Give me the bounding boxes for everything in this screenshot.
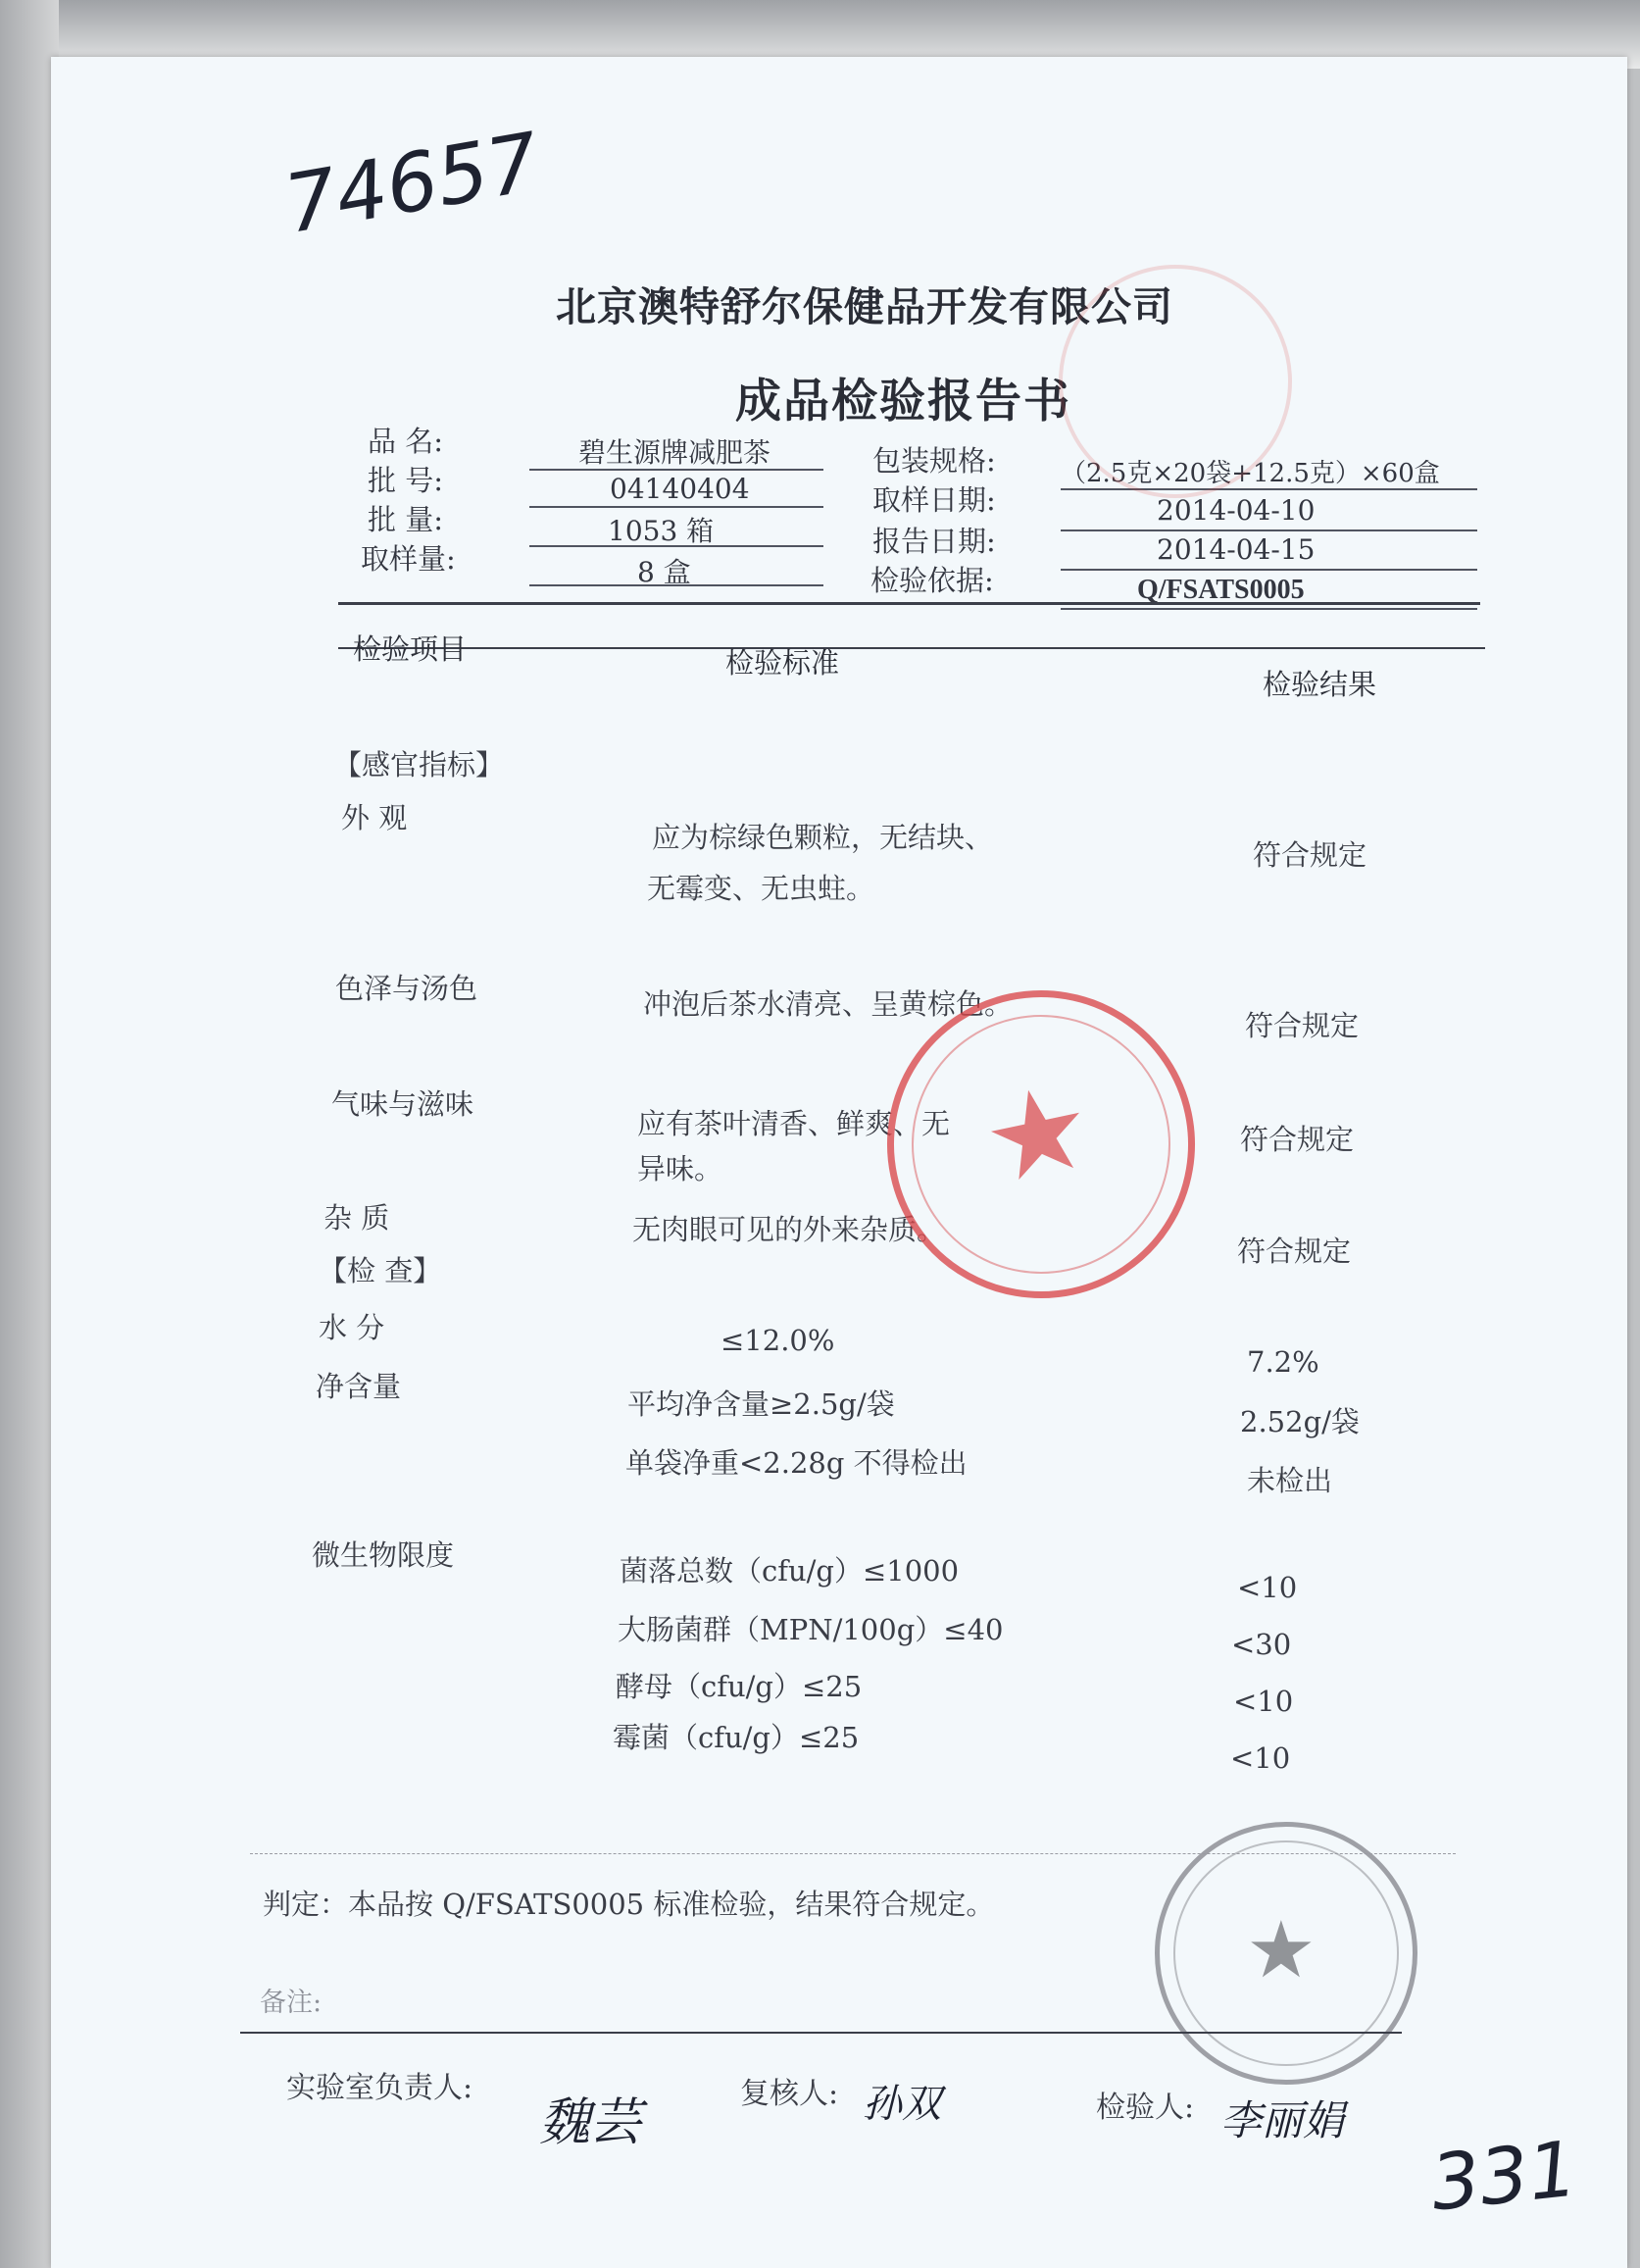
basis-value: Q/FSATS0005: [1137, 575, 1305, 605]
underline: [529, 469, 823, 471]
inspector-signature: 李丽娟: [1220, 2096, 1345, 2144]
moisture-result: 7.2%: [1247, 1345, 1319, 1379]
impurity-result: 符合规定: [1237, 1235, 1352, 1268]
lab-head-signature: 魏芸: [539, 2093, 642, 2152]
appearance-standard-1: 应为棕绿色颗粒，无结块、: [652, 821, 994, 854]
inspector-label: 检验人:: [1096, 2091, 1195, 2125]
microbe-result-1: <10: [1237, 1571, 1298, 1604]
product-name-value: 碧生源牌减肥茶: [578, 436, 771, 469]
appearance-label: 外 观: [341, 801, 408, 834]
gray-quality-seal: ★: [1155, 1822, 1417, 2085]
scan-background-left: [0, 0, 59, 2268]
lab-head-label: 实验室负责人:: [286, 2071, 473, 2105]
underline: [529, 584, 823, 586]
conclusion-text: 判定：本品按 Q/FSATS0005 标准检验，结果符合规定。: [263, 1888, 995, 1921]
package-value: （2.5克×20袋+12.5克）×60盒: [1061, 459, 1440, 488]
sample-date-value: 2014-04-10: [1157, 494, 1316, 527]
color-result: 符合规定: [1245, 1009, 1360, 1042]
microbe-standard-3: 酵母（cfu/g）≤25: [616, 1670, 863, 1703]
section-sensory: 【感官指标】: [333, 748, 505, 781]
microbe-result-4: <10: [1230, 1741, 1291, 1775]
smell-result: 符合规定: [1240, 1123, 1355, 1156]
signature-top-rule: [240, 2032, 1402, 2034]
microbe-standard-1: 菌落总数（cfu/g）≤1000: [620, 1554, 960, 1588]
net-content-result-2: 未检出: [1247, 1464, 1333, 1497]
header-item: 检验项目: [353, 632, 468, 666]
net-content-standard-2: 单袋净重<2.28g 不得检出: [625, 1446, 968, 1480]
underline: [1061, 569, 1477, 571]
smell-label: 气味与滋味: [331, 1087, 474, 1121]
batch-qty-value: 1053 箱: [608, 515, 715, 547]
batch-no-label: 批 号:: [368, 464, 443, 497]
underline: [529, 506, 823, 508]
basis-label: 检验依据:: [870, 564, 994, 597]
net-content-standard-1: 平均净含量≥2.5g/袋: [627, 1387, 895, 1421]
faint-red-seal: [1059, 265, 1292, 498]
microbe-result-2: <30: [1231, 1628, 1292, 1661]
sample-date-label: 取样日期:: [872, 483, 996, 517]
color-standard: 冲泡后茶水清亮、呈黄棕色。: [643, 987, 1014, 1021]
underline: [1061, 608, 1477, 610]
net-content-result-1: 2.52g/袋: [1240, 1405, 1360, 1438]
handwritten-number: 74657: [277, 116, 547, 252]
appearance-standard-2: 无霉变、无虫蛀。: [647, 872, 875, 905]
header-bottom-rule: [338, 647, 1485, 649]
underline: [1061, 488, 1477, 490]
company-name: 北京澳特舒尔保健品开发有限公司: [556, 283, 1173, 330]
impurity-label: 杂 质: [323, 1201, 390, 1235]
impurity-standard: 无肉眼可见的外来杂质。: [632, 1213, 946, 1246]
header-standard: 检验标准: [725, 646, 840, 680]
conclusion-top-rule: [250, 1853, 1456, 1854]
color-label: 色泽与汤色: [335, 972, 478, 1005]
reviewer-label: 复核人:: [740, 2077, 839, 2111]
section-check: 【检 查】: [319, 1254, 442, 1287]
batch-qty-label: 批 量:: [368, 503, 443, 536]
microbe-standard-4: 霉菌（cfu/g）≤25: [613, 1721, 860, 1754]
sample-qty-label: 取样量:: [361, 542, 456, 576]
underline: [1061, 529, 1477, 531]
appearance-result: 符合规定: [1253, 838, 1367, 872]
microbe-result-3: <10: [1233, 1685, 1294, 1718]
report-title: 成品检验报告书: [735, 375, 1071, 428]
red-company-seal: ★: [859, 962, 1223, 1327]
microbe-standard-2: 大肠菌群（MPN/100g）≤40: [618, 1613, 1004, 1646]
smell-standard-1: 应有茶叶清香、鲜爽、无: [637, 1107, 951, 1140]
package-label: 包装规格:: [872, 444, 996, 478]
smell-standard-2: 异味。: [637, 1152, 723, 1185]
moisture-label: 水 分: [319, 1311, 385, 1344]
page-number: 331: [1426, 2125, 1582, 2229]
report-date-value: 2014-04-15: [1157, 533, 1316, 566]
header-top-rule: [338, 602, 1480, 605]
reviewer-signature: 孙双: [863, 2082, 941, 2127]
moisture-standard: ≤12.0%: [721, 1324, 835, 1357]
remark-label: 备注:: [260, 1988, 323, 2018]
net-content-label: 净含量: [316, 1370, 402, 1403]
sample-qty-value: 8 盒: [637, 556, 691, 588]
header-result: 检验结果: [1263, 668, 1377, 701]
report-date-label: 报告日期:: [872, 525, 996, 558]
underline: [529, 545, 823, 547]
product-name-label: 品 名:: [368, 425, 443, 458]
microbe-label: 微生物限度: [312, 1538, 455, 1572]
batch-no-value: 04140404: [610, 473, 750, 505]
